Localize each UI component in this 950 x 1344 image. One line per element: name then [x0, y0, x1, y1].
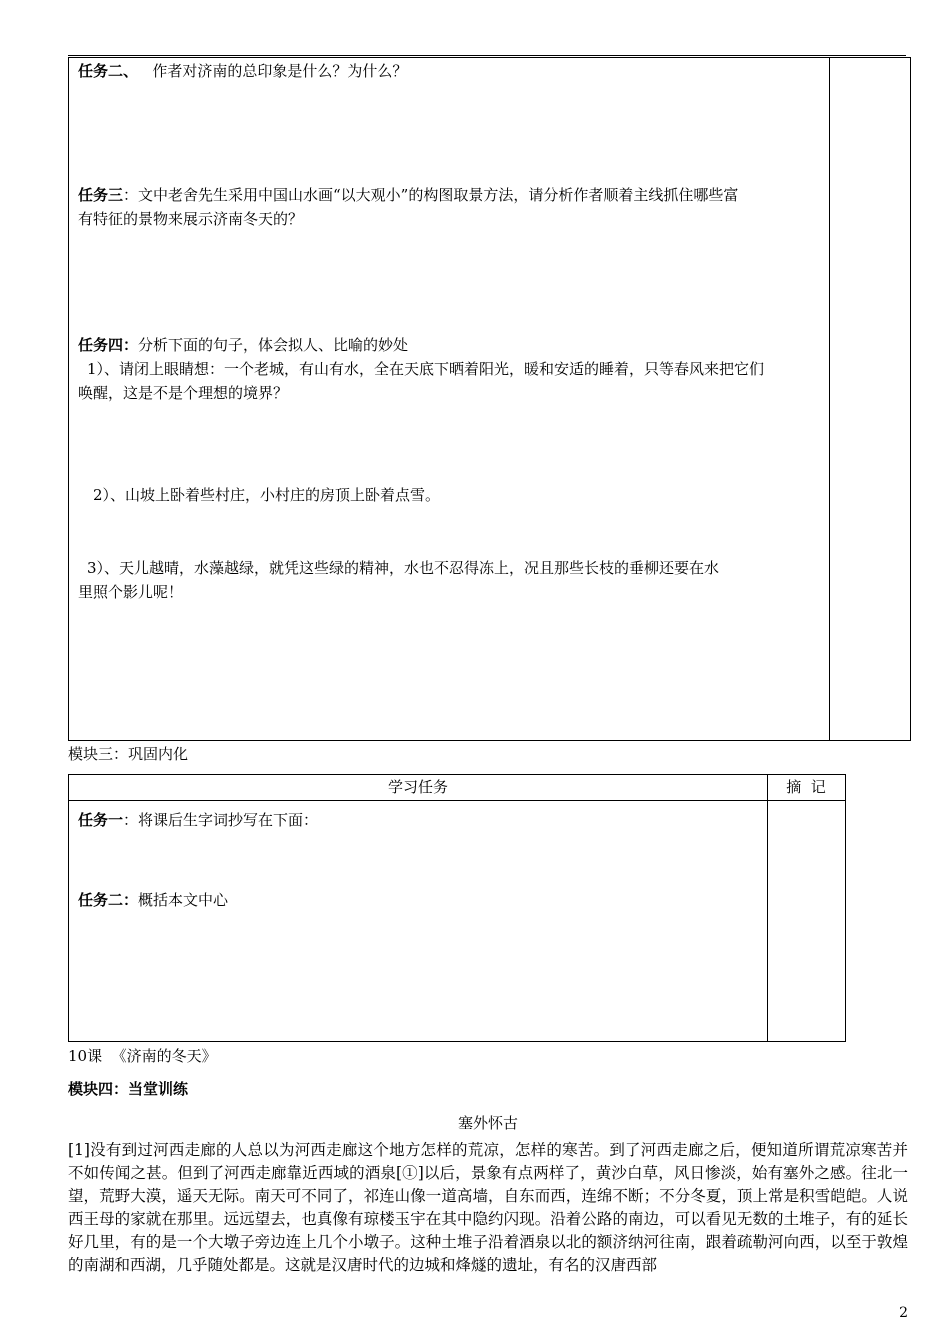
task-table-continued [68, 57, 911, 741]
task2-row [78, 60, 407, 82]
sentence3-line1: 3）、天儿越晴，水藻越绿，就凭这些绿的精神，水也不忍得冻上，况且那些长枝的垂柳还要在水 [87, 559, 720, 577]
sentence2: 2）、山坡上卧着些村庄，小村庄的房顶上卧着点雪。 [93, 486, 441, 504]
top-rule [68, 55, 906, 56]
sentence1-line2: 唤醒，这是不是个理想的境界？ [78, 384, 289, 402]
header-notes: 摘 记 [786, 778, 826, 796]
task2-label: 任务二、 [78, 62, 139, 80]
task2-text: 作者对济南的总印象是什么？为什么？ [152, 62, 408, 80]
header-row-divider [69, 800, 845, 801]
task3-label: 任务三 [78, 186, 124, 204]
m3-task1-label: 任务一 [78, 811, 124, 829]
task3-line1 [78, 184, 738, 206]
page-number: 2 [899, 1305, 908, 1321]
m3-task1-row [78, 809, 318, 831]
task3-text-1: ：文中老舍先生采用中国山水画“以大观小”的构图取景方法，请分析作者顺着主线抓住哪些富 [123, 186, 739, 204]
lesson-title: 10课 《济南的冬天》 [68, 1047, 217, 1065]
m3-task2-text: 概括本文中心 [138, 891, 229, 909]
task4-label: 任务四： [78, 336, 139, 354]
task4-row [78, 334, 408, 356]
notes-column-divider [767, 775, 768, 1041]
sentence3-line2: 里照个影儿呢！ [78, 583, 184, 601]
m3-task2-row [78, 889, 228, 911]
sentence1-line1: 1）、请闭上眼睛想：一个老城，有山有水，全在天底下晒着阳光，暖和安适的睡着，只等春风来把它们 [87, 360, 765, 378]
task-table-module3 [68, 774, 846, 1042]
module3-title: 模块三：巩固内化 [68, 745, 189, 763]
header-learning-task: 学习任务 [387, 778, 448, 796]
task3-line2: 有特征的景物来展示济南冬天的？ [78, 210, 304, 228]
task4-text: 分析下面的句子，体会拟人、比喻的妙处 [138, 336, 409, 354]
module4-title: 模块四：当堂训练 [68, 1080, 189, 1098]
notes-column-divider [829, 58, 830, 740]
m3-task1-text: ：将课后生字词抄写在下面： [123, 811, 319, 829]
article-body: [1]没有到过河西走廊的人总以为河西走廊这个地方怎样的荒凉，怎样的寒苦。到了河西走廊之后，便知道所谓荒凉寒苦并不如传闻之甚。但到了河西走廊靠近西域的酒泉[①]以后，景象有点两样了，黄沙白草，风日惨淡，始有塞外之感。往北一望，荒野大漠，遥天无际。南天可不同了，祁连山像一道高墙，自东而西，连绵不断；不分冬夏，顶上常是积雪皑皑。人说西王母的家就在那里。远远望去，也真像有琼楼玉宇在其中隐约闪现。沿着公路的南边，可以看见无数的土堆子，有的延长好几里，有的是一个大墩子旁边连上几个小墩子。这种土堆子沿着酒泉以北的额济纳河往南，跟着疏勒河向西，以至于敦煌的南湖和西湖，几乎随处都是。这就是汉唐时代的边城和烽燧的遗址，有名的汉唐西部 [68, 1141, 908, 1274]
article-title: 塞外怀古 [457, 1114, 518, 1132]
m3-task2-label: 任务二： [78, 891, 139, 909]
